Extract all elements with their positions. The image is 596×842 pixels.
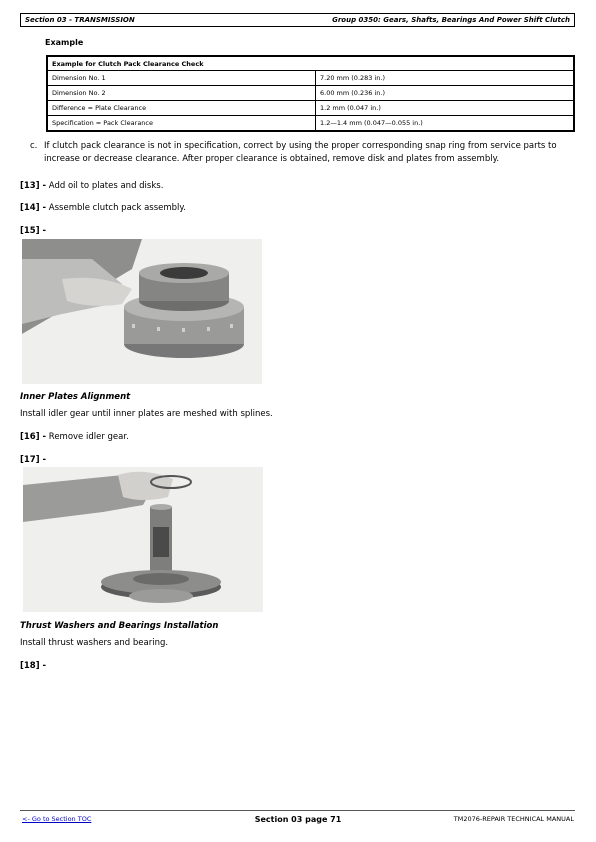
thrust-washers-text: Install thrust washers and bearing. xyxy=(20,638,169,648)
step-number: [13] - xyxy=(20,181,47,191)
step-number: [18] - xyxy=(20,661,47,671)
inner-plates-text: Install idler gear until inner plates are meshed with splines. xyxy=(20,409,273,419)
table-row xyxy=(47,116,574,132)
table-cell-label: Dimension No. 1 xyxy=(47,71,316,86)
step-18 xyxy=(20,661,46,671)
page-header xyxy=(20,13,575,27)
note-marker: c. xyxy=(30,141,38,151)
step-16 xyxy=(20,432,129,442)
step-text: Remove idler gear. xyxy=(46,432,129,442)
clutch-pack-photo xyxy=(22,239,262,384)
table-cell-label: Dimension No. 2 xyxy=(47,86,316,101)
table-cell-label: Difference = Plate Clearance xyxy=(47,101,316,116)
thrust-washers-title: Thrust Washers and Bearings Installation xyxy=(20,621,219,631)
step-14 xyxy=(20,203,186,213)
table-row xyxy=(47,101,574,116)
table-title: Example for Clutch Pack Clearance Check xyxy=(47,56,574,71)
section-title: Section 03 - TRANSMISSION xyxy=(25,16,135,24)
clearance-table xyxy=(46,55,575,132)
table-row xyxy=(47,71,574,86)
step-17 xyxy=(20,455,46,465)
table-cell-value: 1.2 mm (0.047 in.) xyxy=(316,101,575,116)
section-toc-link[interactable]: <- Go to Section TOC xyxy=(22,815,92,823)
step-number: [15] - xyxy=(20,226,47,236)
step-text: Assemble clutch pack assembly. xyxy=(46,203,186,213)
example-heading: Example xyxy=(45,38,84,47)
manual-name: TM2076-REPAIR TECHNICAL MANUAL xyxy=(453,815,574,823)
footer-divider xyxy=(20,810,575,811)
table-cell-value: 7.20 mm (0.283 in.) xyxy=(316,71,575,86)
clearance-note xyxy=(30,140,575,165)
table-cell-value: 6.00 mm (0.236 in.) xyxy=(316,86,575,101)
table-row xyxy=(47,86,574,101)
group-title: Group 0350: Gears, Shafts, Bearings And Power Shift Clutch xyxy=(332,16,570,24)
step-number: [14] - xyxy=(20,203,47,213)
page-number: Section 03 page 71 xyxy=(254,815,342,824)
thrust-washer-photo xyxy=(23,467,263,612)
step-number: [17] - xyxy=(20,455,47,465)
table-cell-value: 1.2—1.4 mm (0.047—0.055 in.) xyxy=(316,116,575,132)
inner-plates-title: Inner Plates Alignment xyxy=(20,392,131,402)
step-13 xyxy=(20,181,163,191)
step-text: Add oil to plates and disks. xyxy=(46,181,164,191)
table-cell-label: Specification = Pack Clearance xyxy=(47,116,316,132)
step-15 xyxy=(20,226,46,236)
note-text: If clutch pack clearance is not in specification, correct by using the proper corresponding snap ring from service parts to increase or decrease clearance. After proper clearance is obtained, remove disk and plates from assembly. xyxy=(44,141,557,164)
step-number: [16] - xyxy=(20,432,47,442)
